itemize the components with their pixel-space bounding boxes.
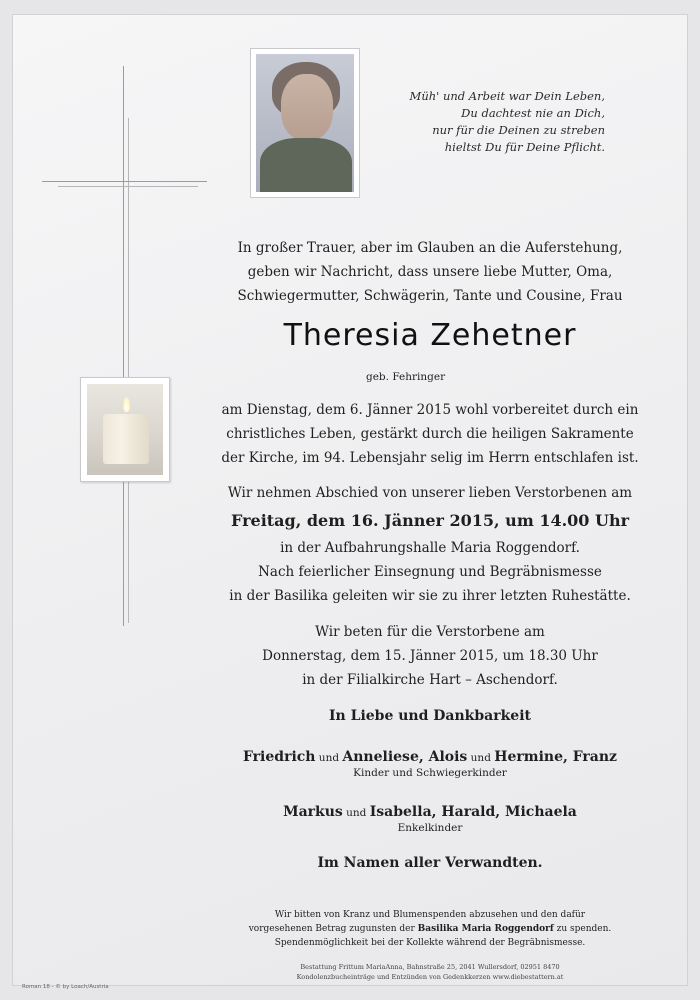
quote-line: nur für die Deinen zu streben (432, 123, 605, 137)
grandchild-name: Markus (283, 804, 343, 820)
funeral-date: Freitag, dem 16. Jänner 2015, um 14.00 Uhr (231, 511, 629, 530)
deceased-name: Theresia Zehetner (283, 318, 577, 353)
death-announcement (200, 398, 660, 470)
portrait-photo (250, 48, 360, 198)
birth-name: geb. Fehringer (366, 371, 446, 383)
death-line: der Kirche, im 94. Lebensjahr selig im Herrn entschlafen ist. (221, 450, 639, 466)
grandchildren-names (200, 804, 660, 834)
note-basilika: Basilika Maria Roggendorf (417, 924, 554, 934)
funeral-details (200, 536, 660, 608)
candle-icon (103, 414, 149, 464)
portrait-clothing (260, 138, 352, 192)
note-text: zu spenden. (553, 924, 612, 934)
quote-line: Müh' und Arbeit war Dein Leben, (409, 89, 605, 103)
note-text: vorgesehenen Betrag zugunsten der (248, 924, 418, 934)
child-name: Hermine, Franz (494, 749, 617, 765)
intro-line: In großer Trauer, aber im Glauben an die Auferstehung, (237, 240, 623, 256)
prayer-line: Donnerstag, dem 15. Jänner 2015, um 18.30 Uhr (262, 648, 598, 664)
quote-line: hieltst Du für Deine Pflicht. (444, 140, 605, 154)
cross-horizontal-line (42, 181, 207, 182)
intro-line: geben wir Nachricht, dass unsere liebe Mutter, Oma, (247, 264, 613, 280)
and-word: und (315, 752, 343, 764)
prayer-details (200, 620, 660, 692)
quote-line: Du dachtest nie an Dich, (461, 106, 605, 120)
funeral-line: in der Aufbahrungshalle Maria Roggendorf. (280, 540, 580, 556)
cross-horizontal-line-inner (58, 186, 198, 187)
child-name: Friedrich (242, 749, 316, 765)
cross-vertical-line-inner (128, 118, 129, 623)
children-relation: Kinder und Schwiegerkinder (353, 767, 507, 779)
footer-line: Bestattung Frittum MariaAnna, Bahnstraße 25, 2041 Wullersdorf, 02951 8470 (300, 963, 560, 971)
death-line: am Dienstag, dem 6. Jänner 2015 wohl vorbereitet durch ein (221, 402, 639, 418)
children-names (200, 749, 660, 779)
cross-vertical-line (123, 66, 124, 626)
and-word: und (467, 752, 495, 764)
prayer-line: Wir beten für die Verstorbene am (315, 624, 545, 640)
footer-line: Kondolenzbucheinträge und Entzünden von Gedenkkerzen www.diebestattern.at (296, 973, 564, 981)
candle-background (87, 384, 163, 475)
portrait-image (256, 54, 354, 192)
farewell-text: Wir nehmen Abschied von unserer lieben Verstorbenen am (227, 485, 633, 501)
child-name: Anneliese, Alois (342, 749, 468, 765)
intro-text (200, 236, 660, 308)
grandchildren-relation: Enkelkinder (397, 822, 463, 834)
funeral-line: Nach feierlicher Einsegnung und Begräbnismesse (258, 564, 602, 580)
prayer-line: in der Filialkirche Hart – Aschendorf. (302, 672, 558, 688)
and-word: und (342, 807, 370, 819)
print-imprint: Roman 18 - © by Loach/Austria (22, 984, 109, 990)
undertaker-footer (200, 962, 660, 982)
memorial-quote (395, 88, 605, 156)
note-line (200, 922, 660, 936)
note-line: Wir bitten von Kranz und Blumenspenden abzusehen und den dafür (274, 910, 586, 920)
intro-line: Schwiegermutter, Schwägerin, Tante und Cousine, Frau (237, 288, 623, 304)
candle-flame-icon (123, 397, 130, 412)
funeral-line: in der Basilika geleiten wir sie zu ihrer letzten Ruhestätte. (229, 588, 631, 604)
note-line: Spendenmöglichkeit bei der Kollekte während der Begräbnismesse. (274, 938, 586, 948)
love-gratitude: In Liebe und Dankbarkeit (329, 708, 531, 724)
all-relatives: Im Namen aller Verwandten. (317, 855, 543, 871)
donation-note (200, 908, 660, 950)
candle-picture (80, 377, 170, 482)
portrait-face (281, 74, 333, 140)
grandchild-name: Isabella, Harald, Michaela (369, 804, 577, 820)
death-line: christliches Leben, gestärkt durch die heiligen Sakramente (226, 426, 634, 442)
